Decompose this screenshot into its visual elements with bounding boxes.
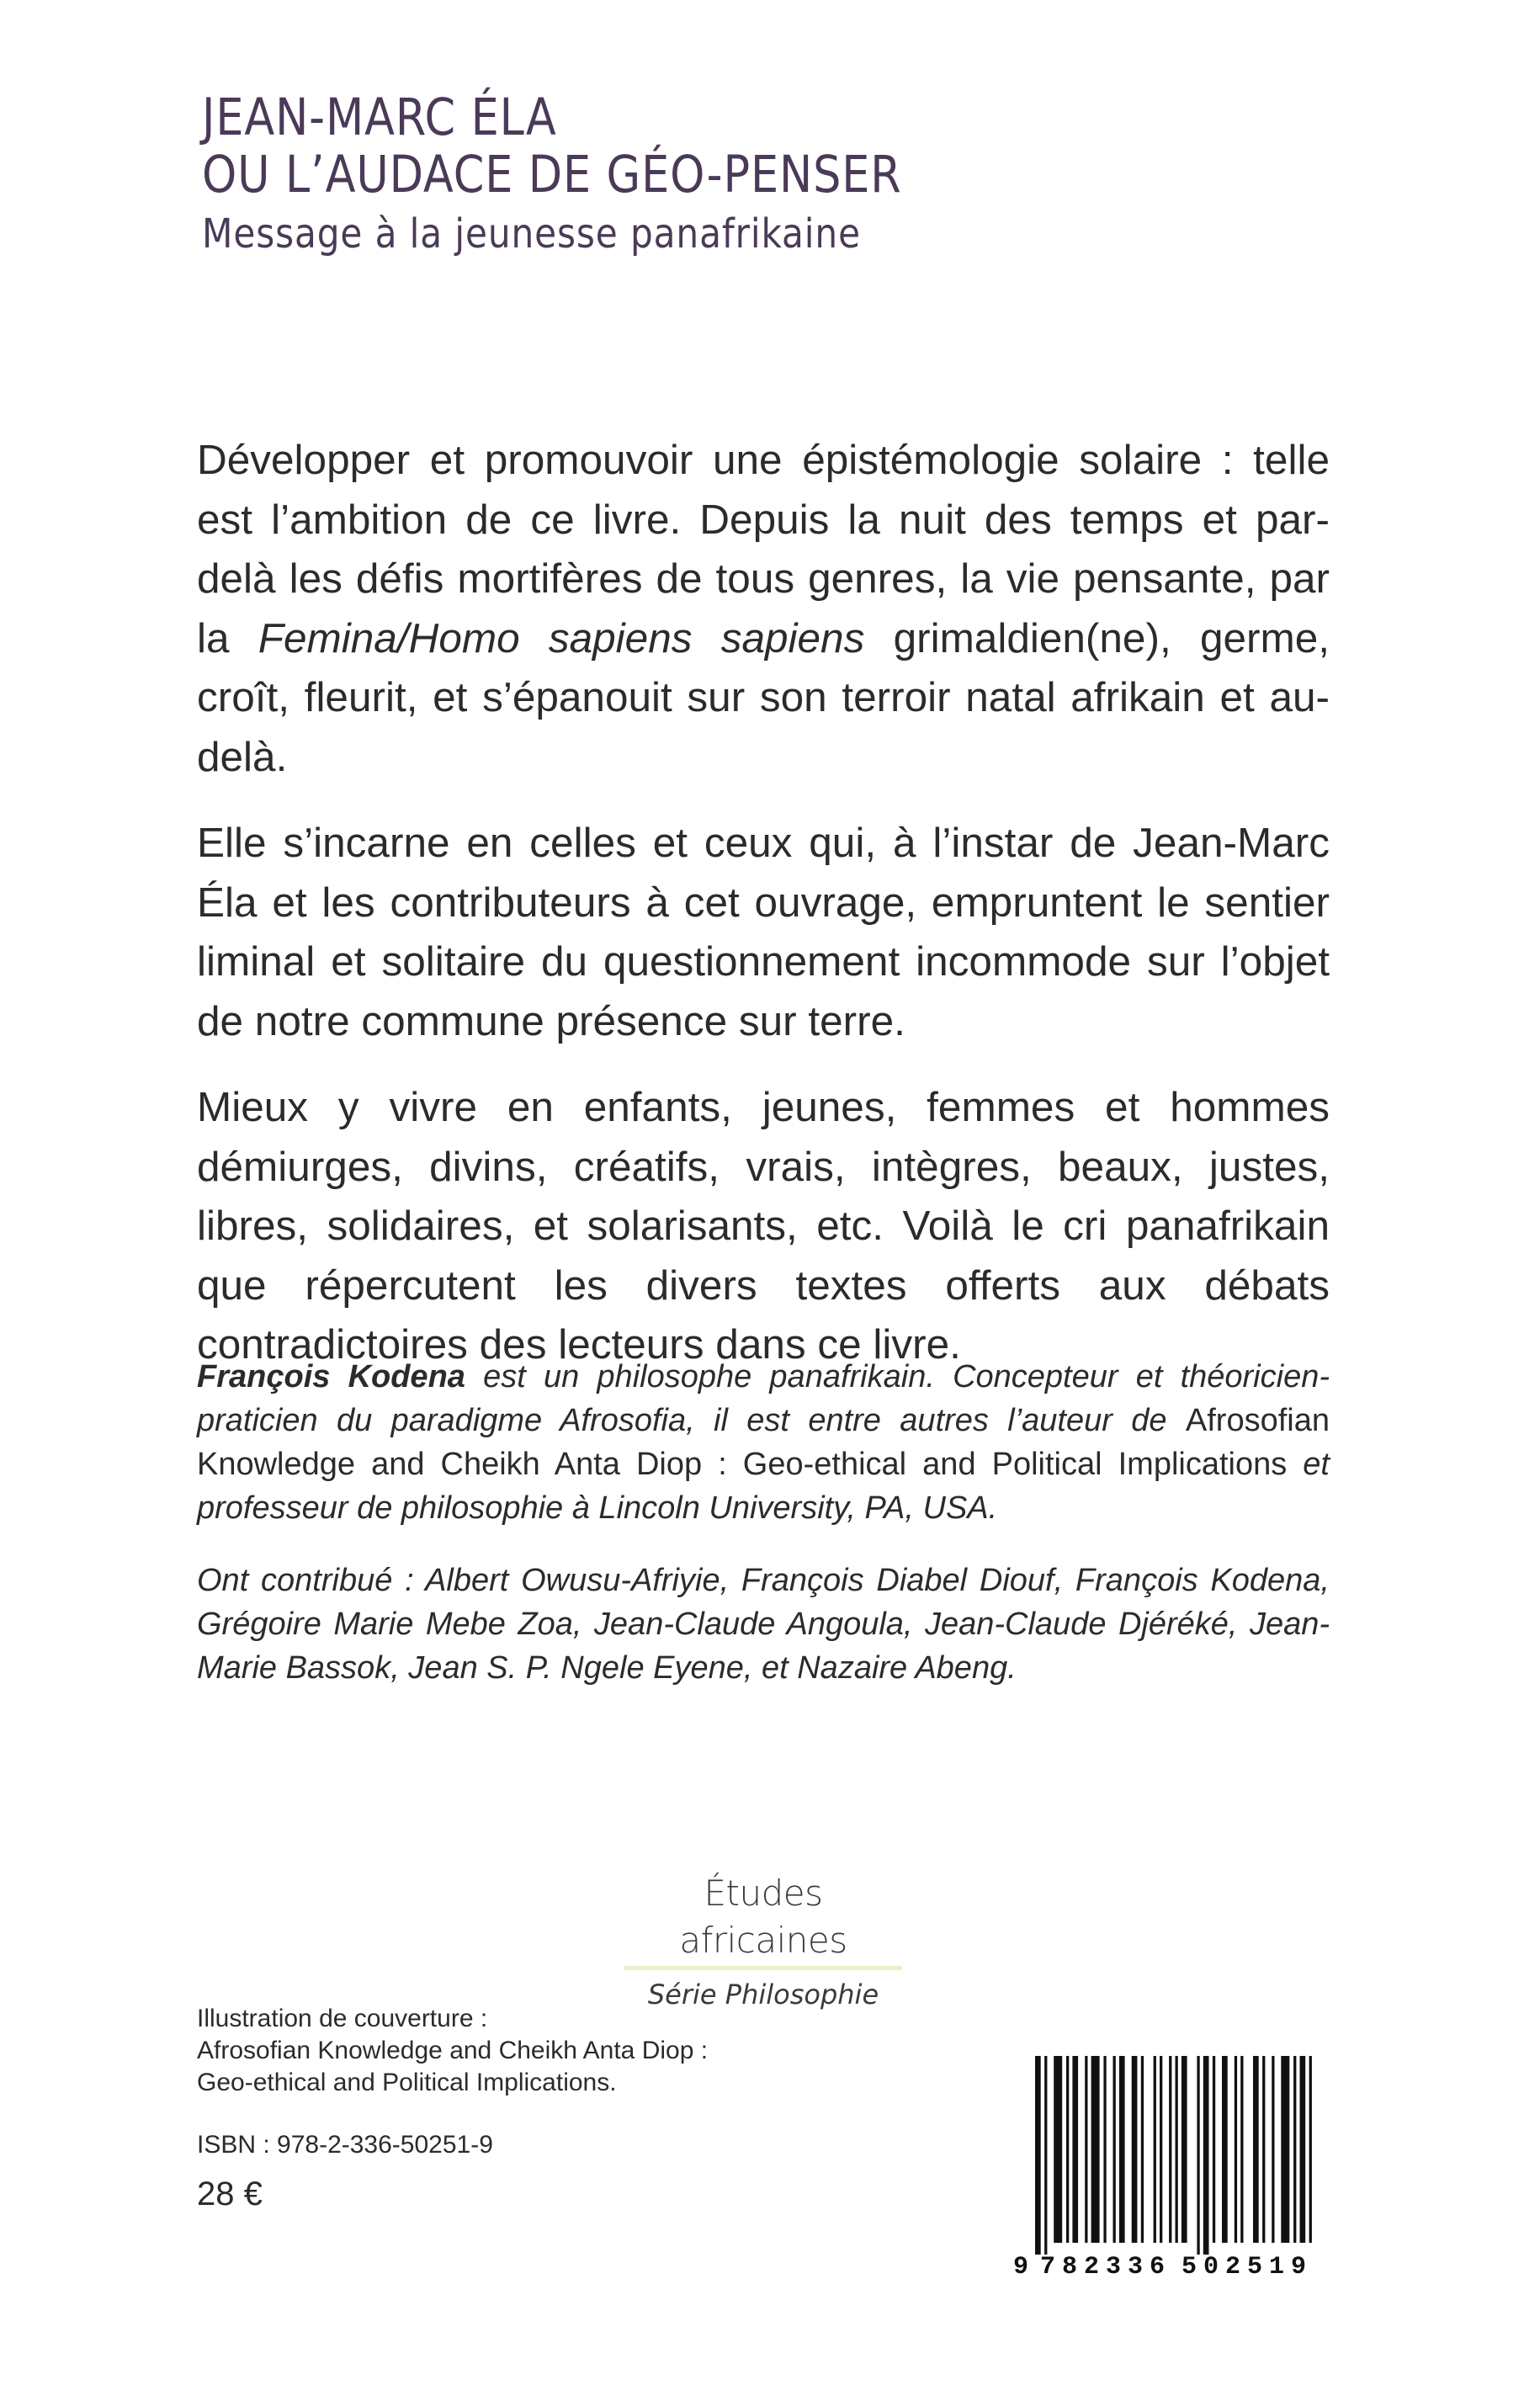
blurb-p1-end: grimaldien(ne), germe, croît, fleurit, et s’épanouit sur son terroir natal afrikain et au-delà. xyxy=(197,614,1330,780)
blurb-p1-italic: Femina/Homo sapiens sapiens xyxy=(258,614,865,661)
barcode-bar xyxy=(1213,2056,1215,2243)
barcode-bar xyxy=(1085,2056,1087,2243)
credits-line-2: Afrosofian Knowledge and Cheikh Anta Diop : xyxy=(197,2037,709,2064)
credits-line-3: Geo-ethical and Political Implications. xyxy=(197,2069,617,2096)
barcode-bar xyxy=(1072,2056,1078,2243)
barcode-bar xyxy=(1113,2056,1116,2243)
barcode-bar xyxy=(1141,2056,1144,2243)
barcode-bar xyxy=(1309,2056,1312,2243)
barcode-bar xyxy=(1132,2056,1138,2243)
author-bio xyxy=(197,1355,1330,1530)
barcode-bar xyxy=(1160,2056,1162,2243)
contributors-text: Ont contribué : Albert Owusu-Afriyie, François Diabel Diouf, François Kodena, Grégoire Marie Mebe Zoa, Jean-Claude Angoula, Jean-Claude Djéréké, Jean-Marie Bassok, Jean S. P. Ngele Eyene, et Nazaire Abeng. xyxy=(197,1563,1330,1686)
book-subtitle: Message à la jeunesse panafrikaine xyxy=(202,210,861,258)
blurb xyxy=(197,431,1330,1402)
barcode-digits-left: 782336 xyxy=(1040,2253,1165,2279)
blurb-paragraph-3: Mieux y vivre en enfants, jeunes, femmes et hommes démiurges, divins, créatifs, vrais, intègres, beaux, justes, libres, solidaires, et solarisants, etc. Voilà le cri panafrikain que répercutent les divers textes offerts aux débats contradictoires des lecteurs dans ce livre. xyxy=(197,1084,1330,1368)
barcode-bar xyxy=(1235,2056,1237,2243)
barcode-bar xyxy=(1281,2056,1289,2243)
author-name: François Kodena xyxy=(197,1359,465,1394)
book-title-line-2: OU L’AUDACE DE GÉO-PENSER xyxy=(202,145,902,205)
series-name: Études africaines xyxy=(624,1870,902,1970)
book-title-block xyxy=(202,89,1016,259)
barcode-digits-right: 502519 xyxy=(1182,2253,1306,2279)
credits-line-1: Illustration de couverture : xyxy=(197,2005,488,2032)
blurb-paragraph-1 xyxy=(197,431,1330,787)
barcode-bar xyxy=(1272,2056,1274,2243)
barcode-bar xyxy=(1182,2056,1187,2243)
isbn: ISBN : 978-2-336-50251-9 xyxy=(197,2131,493,2159)
barcode-bars xyxy=(1035,2056,1312,2255)
barcode-bar xyxy=(1035,2056,1041,2255)
barcode-bar xyxy=(1044,2056,1047,2255)
barcode-bar xyxy=(1066,2056,1069,2243)
barcode-bar xyxy=(1091,2056,1100,2243)
price: 28 € xyxy=(197,2175,263,2212)
blurb-p1-start: Développer et promouvoir une épistémologie solaire : telle est l’ambition de ce livre. Depuis la nuit des temps et par-delà les défis mortifères de tous genres, la vie pensante, par la xyxy=(197,437,1330,661)
author-bio-end: et professeur de philosophie à Lincoln University, PA, USA. xyxy=(197,1447,1330,1526)
series-subtitle: Série Philosophie xyxy=(647,1979,879,2011)
barcode-bar xyxy=(1054,2056,1062,2243)
barcode-bar xyxy=(1262,2056,1265,2243)
barcode-bar xyxy=(1240,2056,1243,2243)
cover-credits xyxy=(197,2003,708,2099)
book-title-line-1: JEAN-MARC ÉLA xyxy=(202,88,557,147)
contributors xyxy=(197,1559,1330,1690)
series-block xyxy=(624,1870,902,2016)
author-section xyxy=(197,1355,1330,1718)
author-bio-start: est un philosophe panafrikain. Concepteur et théoricien-praticien du paradigme Afrosofia, il est entre autres l’auteur de xyxy=(197,1359,1330,1438)
author-book-title: Afrosofian Knowledge and Cheikh Anta Diop : Geo-ethical and Political Implications xyxy=(197,1403,1330,1482)
barcode-digit-prefix: 9 xyxy=(1013,2253,1029,2279)
barcode-bar xyxy=(1203,2056,1209,2255)
blurb-paragraph-2: Elle s’incarne en celles et ceux qui, à l’instar de Jean-Marc Éla et les contributeurs à cet ouvrage, empruntent le sentier liminal et solitaire du questionnement incommode sur l’objet de notre commune présence sur terre. xyxy=(197,820,1330,1044)
barcode-bar xyxy=(1253,2056,1259,2243)
barcode-bar xyxy=(1222,2056,1228,2243)
barcode-bar xyxy=(1103,2056,1106,2243)
barcode-bar xyxy=(1197,2056,1199,2255)
barcode-bar xyxy=(1154,2056,1156,2243)
barcode-bar xyxy=(1293,2056,1296,2243)
barcode-bar xyxy=(1300,2056,1306,2243)
barcode-bar xyxy=(1169,2056,1171,2243)
barcode xyxy=(1010,2056,1330,2279)
barcode-bar xyxy=(1176,2056,1178,2243)
barcode-bar xyxy=(1119,2056,1125,2243)
